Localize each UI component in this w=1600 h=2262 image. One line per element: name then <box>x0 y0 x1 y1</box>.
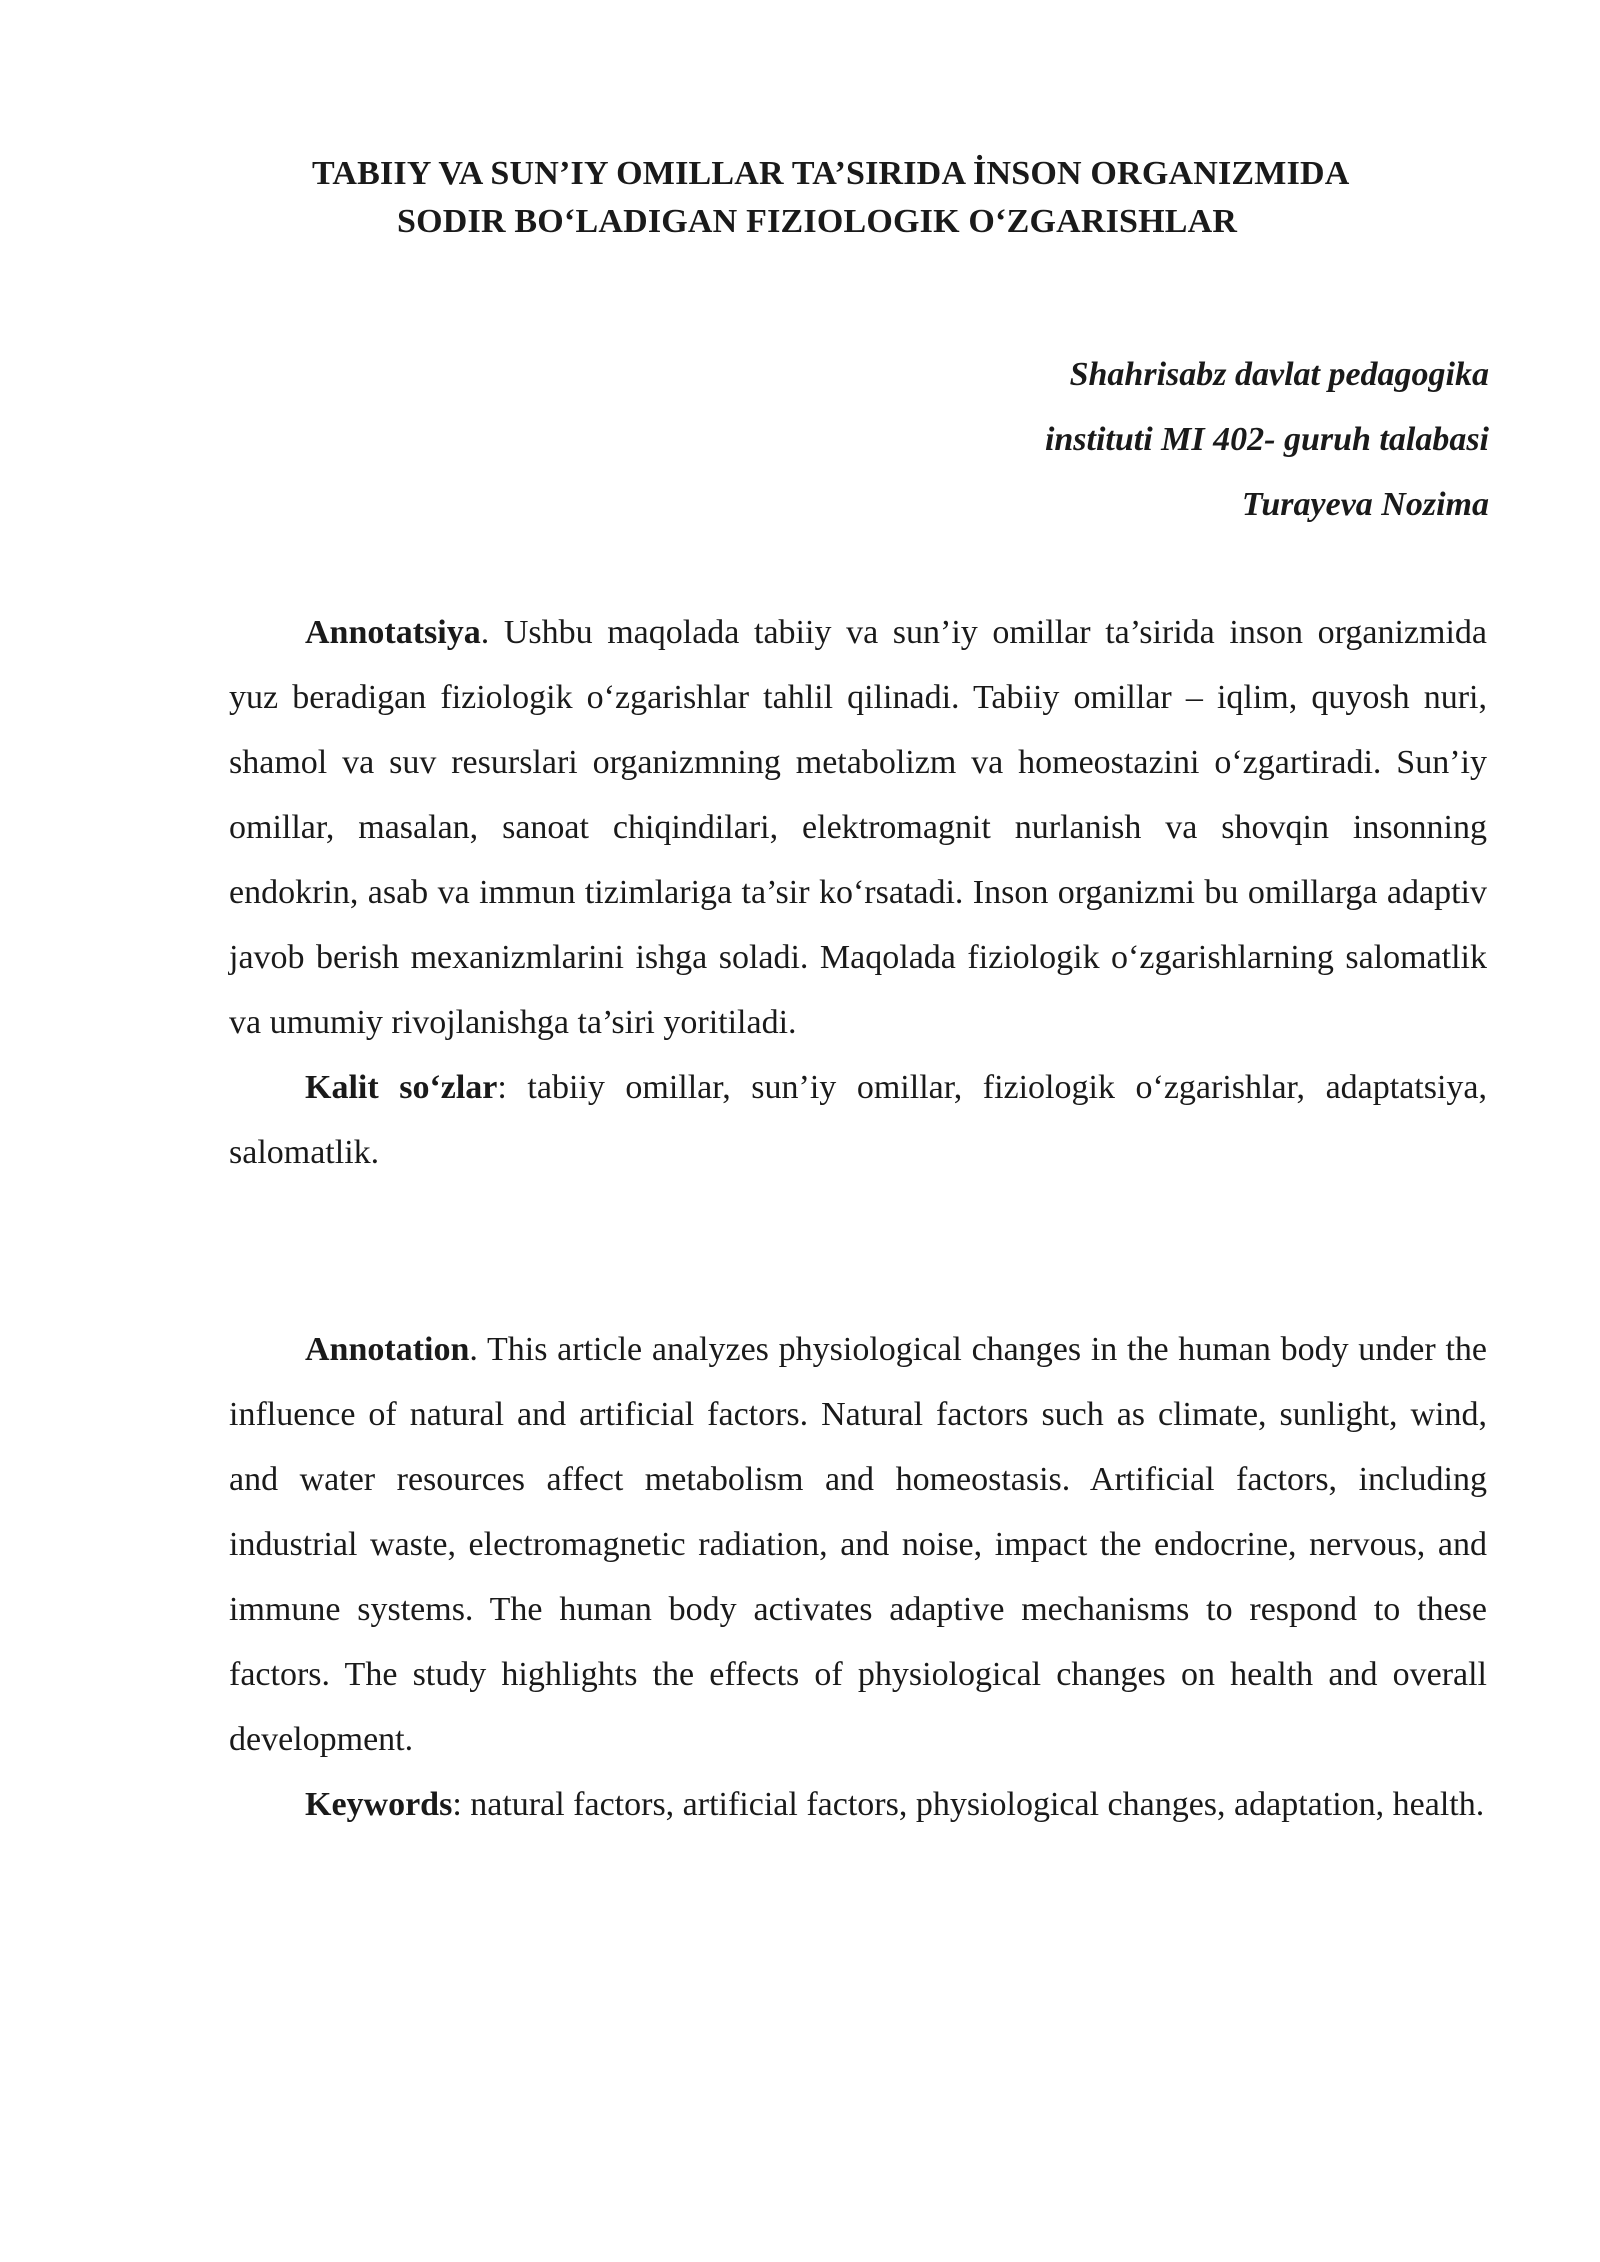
title-line-2: SODIR BO‘LADIGAN FIZIOLOGIK O‘ZGARISHLAR <box>397 203 1238 240</box>
article-title <box>230 150 1490 246</box>
keywords-label: Keywords <box>305 1786 453 1823</box>
keywords-paragraph <box>229 1772 1487 1837</box>
kalit-sozlar-text: : tabiiy omillar, sun’iy omillar, fiziologik o‘zgarishlar, adaptatsiya, salomatlik. <box>229 1069 1487 1171</box>
english-abstract-section <box>229 1317 1487 1837</box>
kalit-sozlar-label: Kalit so‘zlar <box>305 1069 498 1106</box>
annotatsiya-label: Annotatsiya <box>305 614 481 651</box>
annotatsiya-text: . Ushbu maqolada tabiiy va sun’iy omillar ta’sirida inson organizmida yuz beradigan fiziologik o‘zgarishlar tahlil qilinadi. Tabiiy omillar – iqlim, quyosh nuri, shamol va suv resurslari organizmning metabolizm va homeostazini o‘zgartiradi. Sun’iy omillar, masalan, sanoat chiqindilari, elektromagnit nurlanish va shovqin insonning endokrin, asab va immun tizimlariga ta’sir ko‘rsatadi. Inson organizmi bu omillarga adaptiv javob berish mexanizmlarini ishga soladi. Maqolada fiziologik o‘zgarishlarning salomatlik va umumiy rivojlanishga ta’siri yoritiladi. <box>229 614 1487 1041</box>
annotatsiya-paragraph <box>229 600 1487 1055</box>
annotation-paragraph <box>229 1317 1487 1772</box>
title-line-1: TABIIY VA SUN’IY OMILLAR TA’SIRIDA İNSON ORGANIZMIDA <box>312 155 1350 192</box>
author-institution-line-2: instituti MI 402- guruh talabasi <box>1044 421 1489 458</box>
author-name: Turayeva Nozima <box>1241 486 1489 523</box>
author-block <box>1045 342 1489 537</box>
kalit-sozlar-paragraph <box>229 1055 1487 1185</box>
annotation-label: Annotation <box>305 1331 470 1368</box>
uzbek-abstract-section <box>229 600 1487 1185</box>
annotation-text: . This article analyzes physiological changes in the human body under the influence of natural and artificial factors. Natural factors such as climate, sunlight, wind, and water resources affect metabolism and homeostasis. Artificial factors, including industrial waste, electromagnetic radiation, and noise, impact the endocrine, nervous, and immune systems. The human body activates adaptive mechanisms to respond to these factors. The study highlights the effects of physiological changes on health and overall development. <box>229 1331 1487 1758</box>
keywords-text: : natural factors, artificial factors, physiological changes, adaptation, health. <box>452 1786 1485 1823</box>
author-institution-line-1: Shahrisabz davlat pedagogika <box>1069 356 1489 393</box>
